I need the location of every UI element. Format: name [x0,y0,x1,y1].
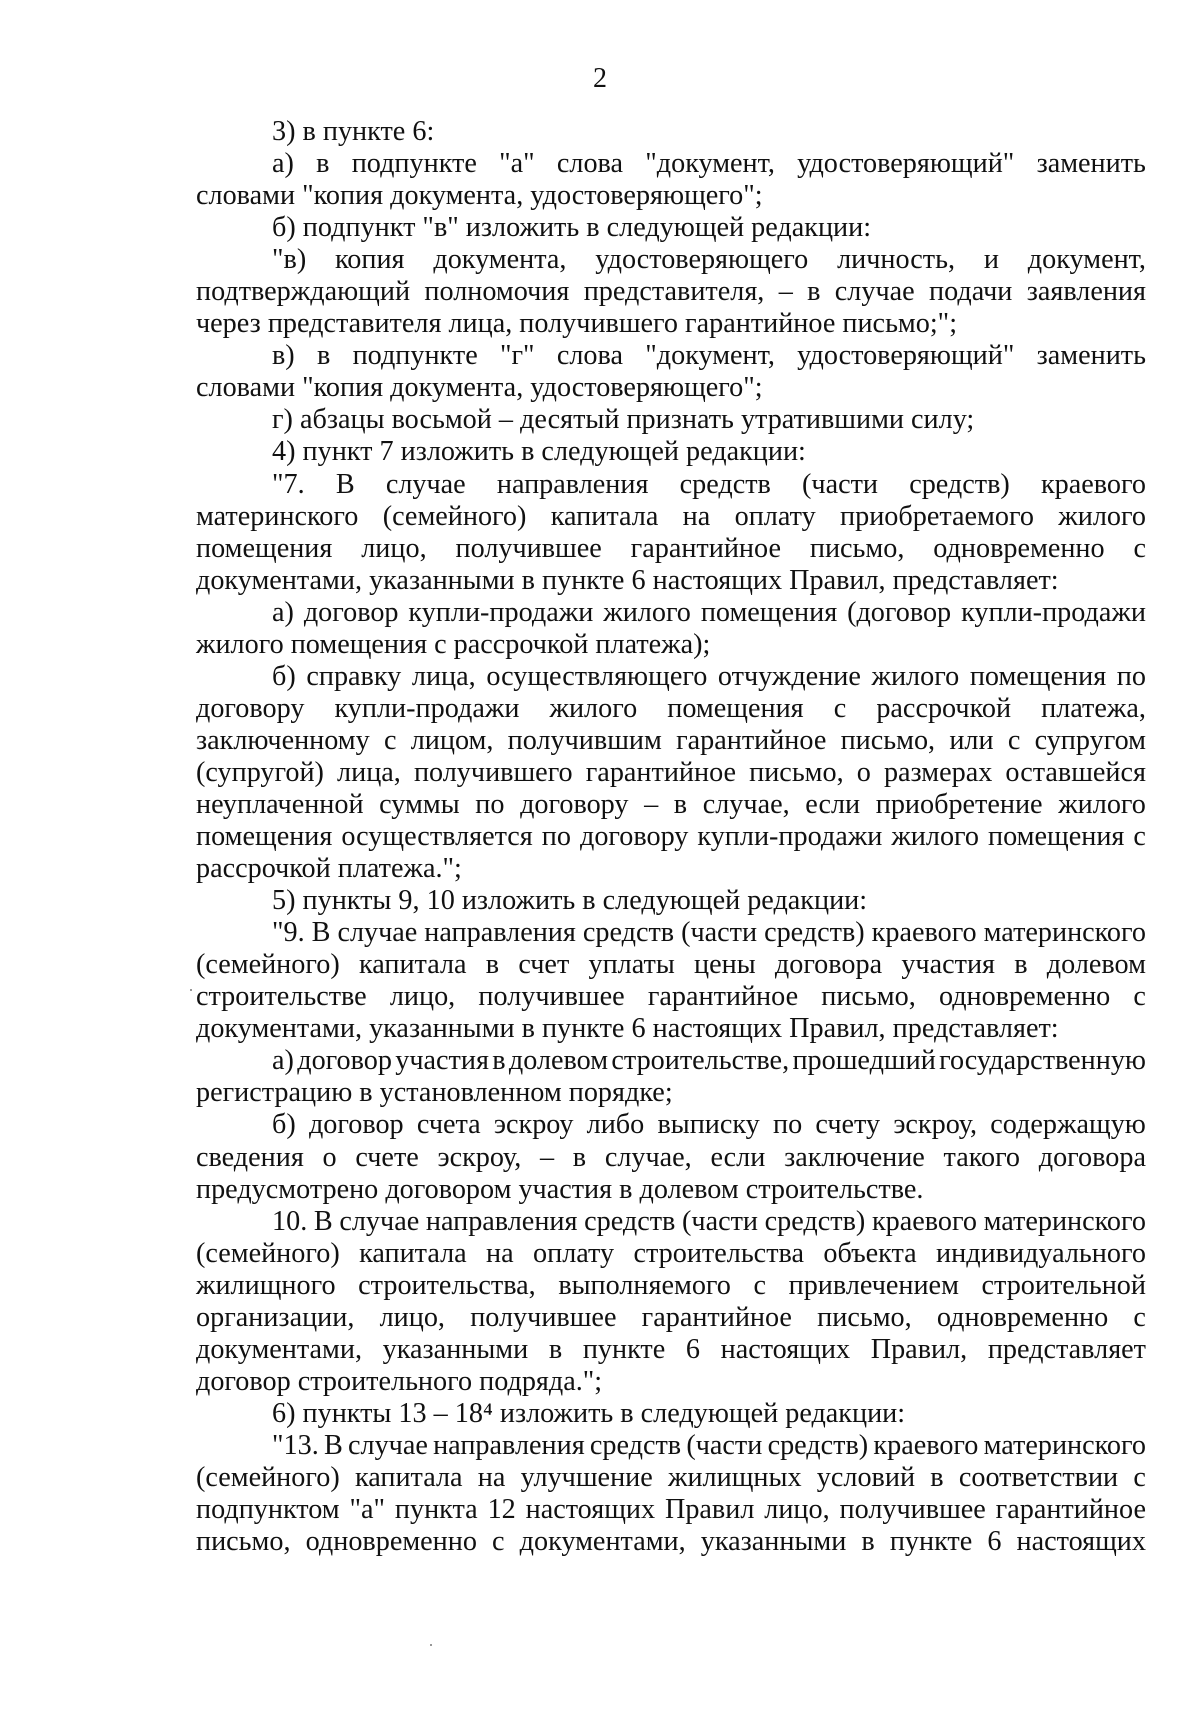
text-line: "13. В случае направления средств (части средств) краевого материнского [272,1429,1146,1461]
text-line: заключенному с лицом, получившим гарантийное письмо, или с супругом [196,724,1146,756]
text-line: "7. В случае направления средств (части средств) краевого [272,468,1146,500]
text-line: б) подпункт "в" изложить в следующей редакции: [272,212,872,244]
text-line: помещения лицо, получившее гарантийное письмо, одновременно с [196,532,1146,564]
text-line: рассрочкой платежа."; [196,853,462,885]
text-line: словами "копия документа, удостоверяющего"; [196,180,763,212]
text-line: через представителя лица, получившего гарантийное письмо;"; [196,308,958,340]
text-line: письмо, одновременно с документами, указанными в пункте 6 настоящих [196,1526,1146,1558]
text-line: 6) пункты 13 – 18⁴ изложить в следующей редакции: [272,1397,906,1429]
text-line: (семейного) капитала на улучшение жилищных условий в соответствии с [196,1461,1146,1493]
text-line: (семейного) капитала в счет уплаты цены договора участия в долевом [196,949,1146,981]
page-number: 2 [593,63,607,94]
text-line: (супругой) лица, получившего гарантийное письмо, о размерах оставшейся [196,756,1146,788]
text-line: строительстве лицо, получившее гарантийное письмо, одновременно с [196,981,1146,1013]
text-line: жилого помещения с рассрочкой платежа); [196,628,711,660]
text-line: г) абзацы восьмой – десятый признать утратившими силу; [272,404,975,436]
text-line: подтверждающий полномочия представителя, – в случае подачи заявления [196,276,1146,308]
text-line: регистрацию в установленном порядке; [196,1077,673,1109]
text-line: "9. В случае направления средств (части средств) краевого материнского [272,917,1146,949]
text-line: 3) в пункте 6: [272,116,435,147]
text-line: 4) пункт 7 изложить в следующей редакции: [272,436,806,468]
text-line: а) договор участия в долевом строительстве, прошедший государственную [272,1045,1146,1077]
document-body [196,116,1146,1558]
text-line: документами, указанными в пункте 6 настоящих Правил, представляет: [196,564,1059,596]
text-line: б) договор счета эскроу либо выписку по счету эскроу, содержащую [272,1109,1146,1141]
text-line: в) в подпункте "г" слова "документ, удостоверяющий" заменить [272,340,1146,372]
scan-speck [430,1644,432,1646]
scan-speck [190,989,192,991]
text-line: а) договор купли-продажи жилого помещения (договор купли-продажи [272,596,1146,628]
text-line: предусмотрено договором участия в долевом строительстве. [196,1173,924,1205]
text-line: б) справку лица, осуществляющего отчуждение жилого помещения по [272,660,1146,692]
text-line: неуплаченной суммы по договору – в случае, если приобретение жилого [196,788,1146,820]
text-line: 10. В случае направления средств (части средств) краевого материнского [272,1205,1146,1237]
text-line: документами, указанными в пункте 6 настоящих Правил, представляет [196,1333,1146,1365]
text-line: а) в подпункте "а" слова "документ, удостоверяющий" заменить [272,148,1146,180]
text-line: договор строительного подряда."; [196,1365,603,1397]
text-line: словами "копия документа, удостоверяющего"; [196,372,763,404]
text-line: 5) пункты 9, 10 изложить в следующей редакции: [272,885,868,917]
text-line: материнского (семейного) капитала на оплату приобретаемого жилого [196,500,1146,532]
text-line: подпунктом "а" пункта 12 настоящих Правил лицо, получившее гарантийное [196,1494,1146,1526]
text-line: помещения осуществляется по договору купли-продажи жилого помещения с [196,821,1146,853]
text-line: договору купли-продажи жилого помещения с рассрочкой платежа, [196,692,1146,724]
text-line: "в) копия документа, удостоверяющего личность, и документ, [272,244,1146,276]
text-line: (семейного) капитала на оплату строительства объекта индивидуального [196,1237,1146,1269]
text-line: документами, указанными в пункте 6 настоящих Правил, представляет: [196,1013,1059,1045]
text-line: организации, лицо, получившее гарантийное письмо, одновременно с [196,1301,1146,1333]
text-line: жилищного строительства, выполняемого с привлечением строительной [196,1269,1146,1301]
text-line: сведения о счете эскроу, – в случае, если заключение такого договора [196,1141,1146,1173]
